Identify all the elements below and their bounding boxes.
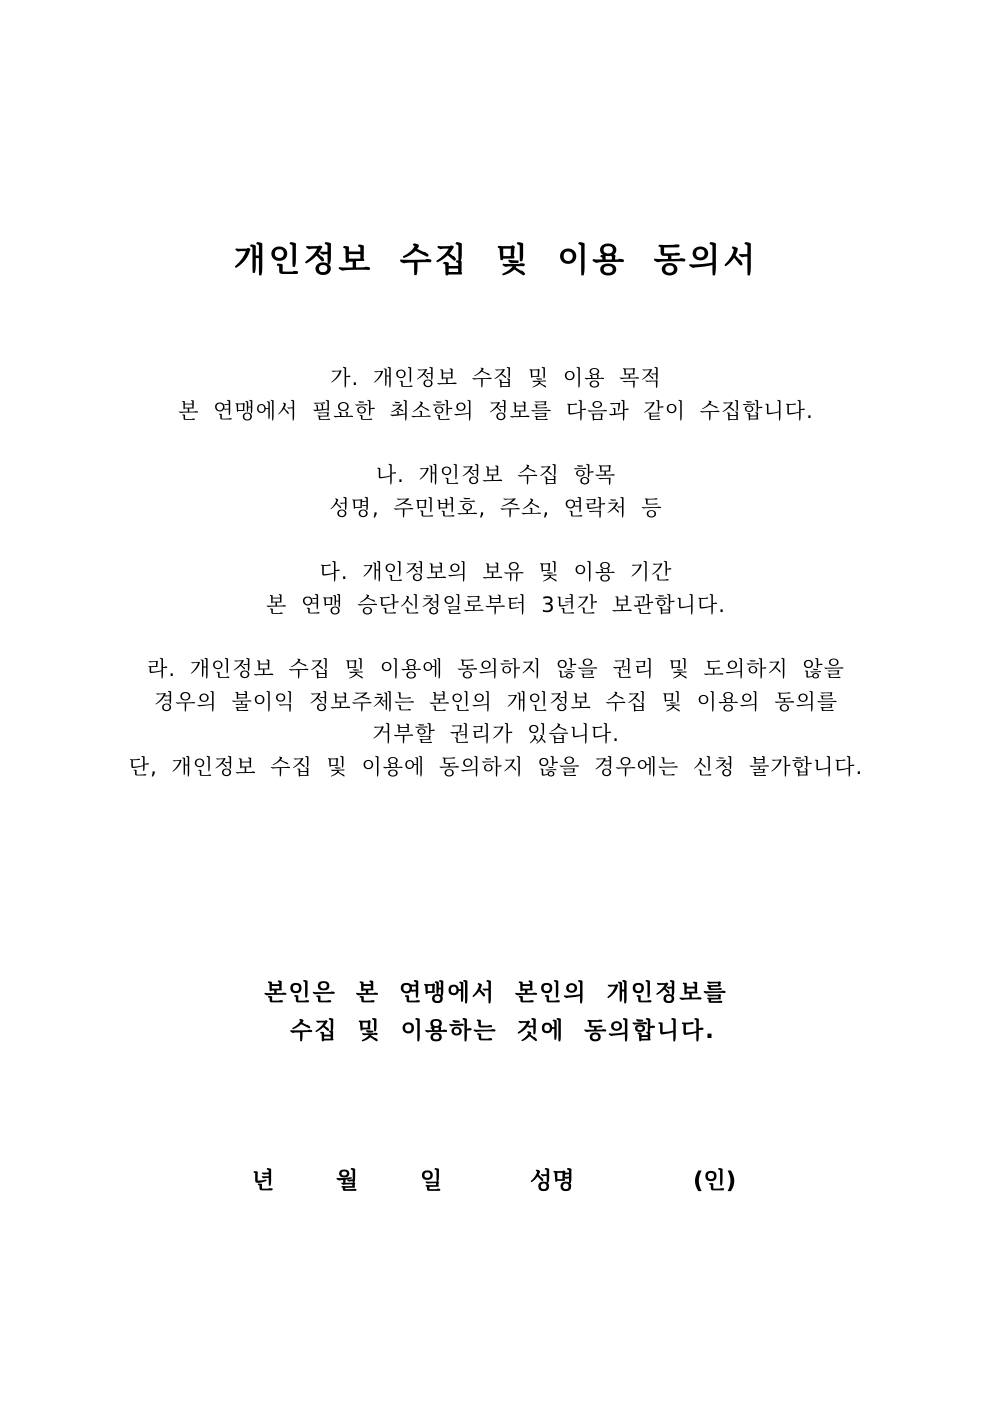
section-heading: 나. 개인정보 수집 항목 (375, 463, 617, 487)
agreement-statement (0, 974, 992, 1050)
section-text: 거부할 권리가 있습니다. (372, 722, 620, 746)
day-label: 일 (420, 1168, 443, 1194)
month-label: 월 (336, 1168, 359, 1194)
section-right-to-refuse (0, 653, 992, 783)
section-text: 성명, 주민번호, 주소, 연락처 등 (329, 495, 663, 520)
section-items (0, 459, 992, 524)
signature-row (0, 1163, 992, 1199)
agreement-line: 수집 및 이용하는 것에 동의합니다. (290, 1018, 716, 1044)
year-label: 년 (252, 1168, 275, 1194)
section-heading: 다. 개인정보의 보유 및 이용 기간 (319, 560, 673, 584)
section-heading: 가. 개인정보 수집 및 이용 목적 (330, 366, 662, 390)
document-title: 개인정보 수집 및 이용 동의서 (233, 240, 759, 279)
section-retention (0, 556, 992, 621)
name-label: 성명 (530, 1168, 575, 1194)
seal-label: (인) (693, 1168, 737, 1194)
consent-sections (0, 362, 992, 815)
section-text: 단, 개인정보 수집 및 이용에 동의하지 않을 경우에는 신청 불가합니다. (128, 754, 864, 779)
section-text: 본 연맹 승단신청일로부터 3년간 보관합니다. (266, 592, 726, 617)
section-purpose (0, 362, 992, 427)
section-text: 경우의 불이익 정보주체는 본인의 개인정보 수집 및 이용의 동의를 (153, 689, 839, 714)
section-text: 본 연맹에서 필요한 최소한의 정보를 다음과 같이 수집합니다. (178, 398, 814, 423)
section-heading: 라. 개인정보 수집 및 이용에 동의하지 않을 권리 및 도의하지 않을 (147, 657, 845, 681)
agreement-line: 본인은 본 연맹에서 본인의 개인정보를 (264, 980, 728, 1006)
